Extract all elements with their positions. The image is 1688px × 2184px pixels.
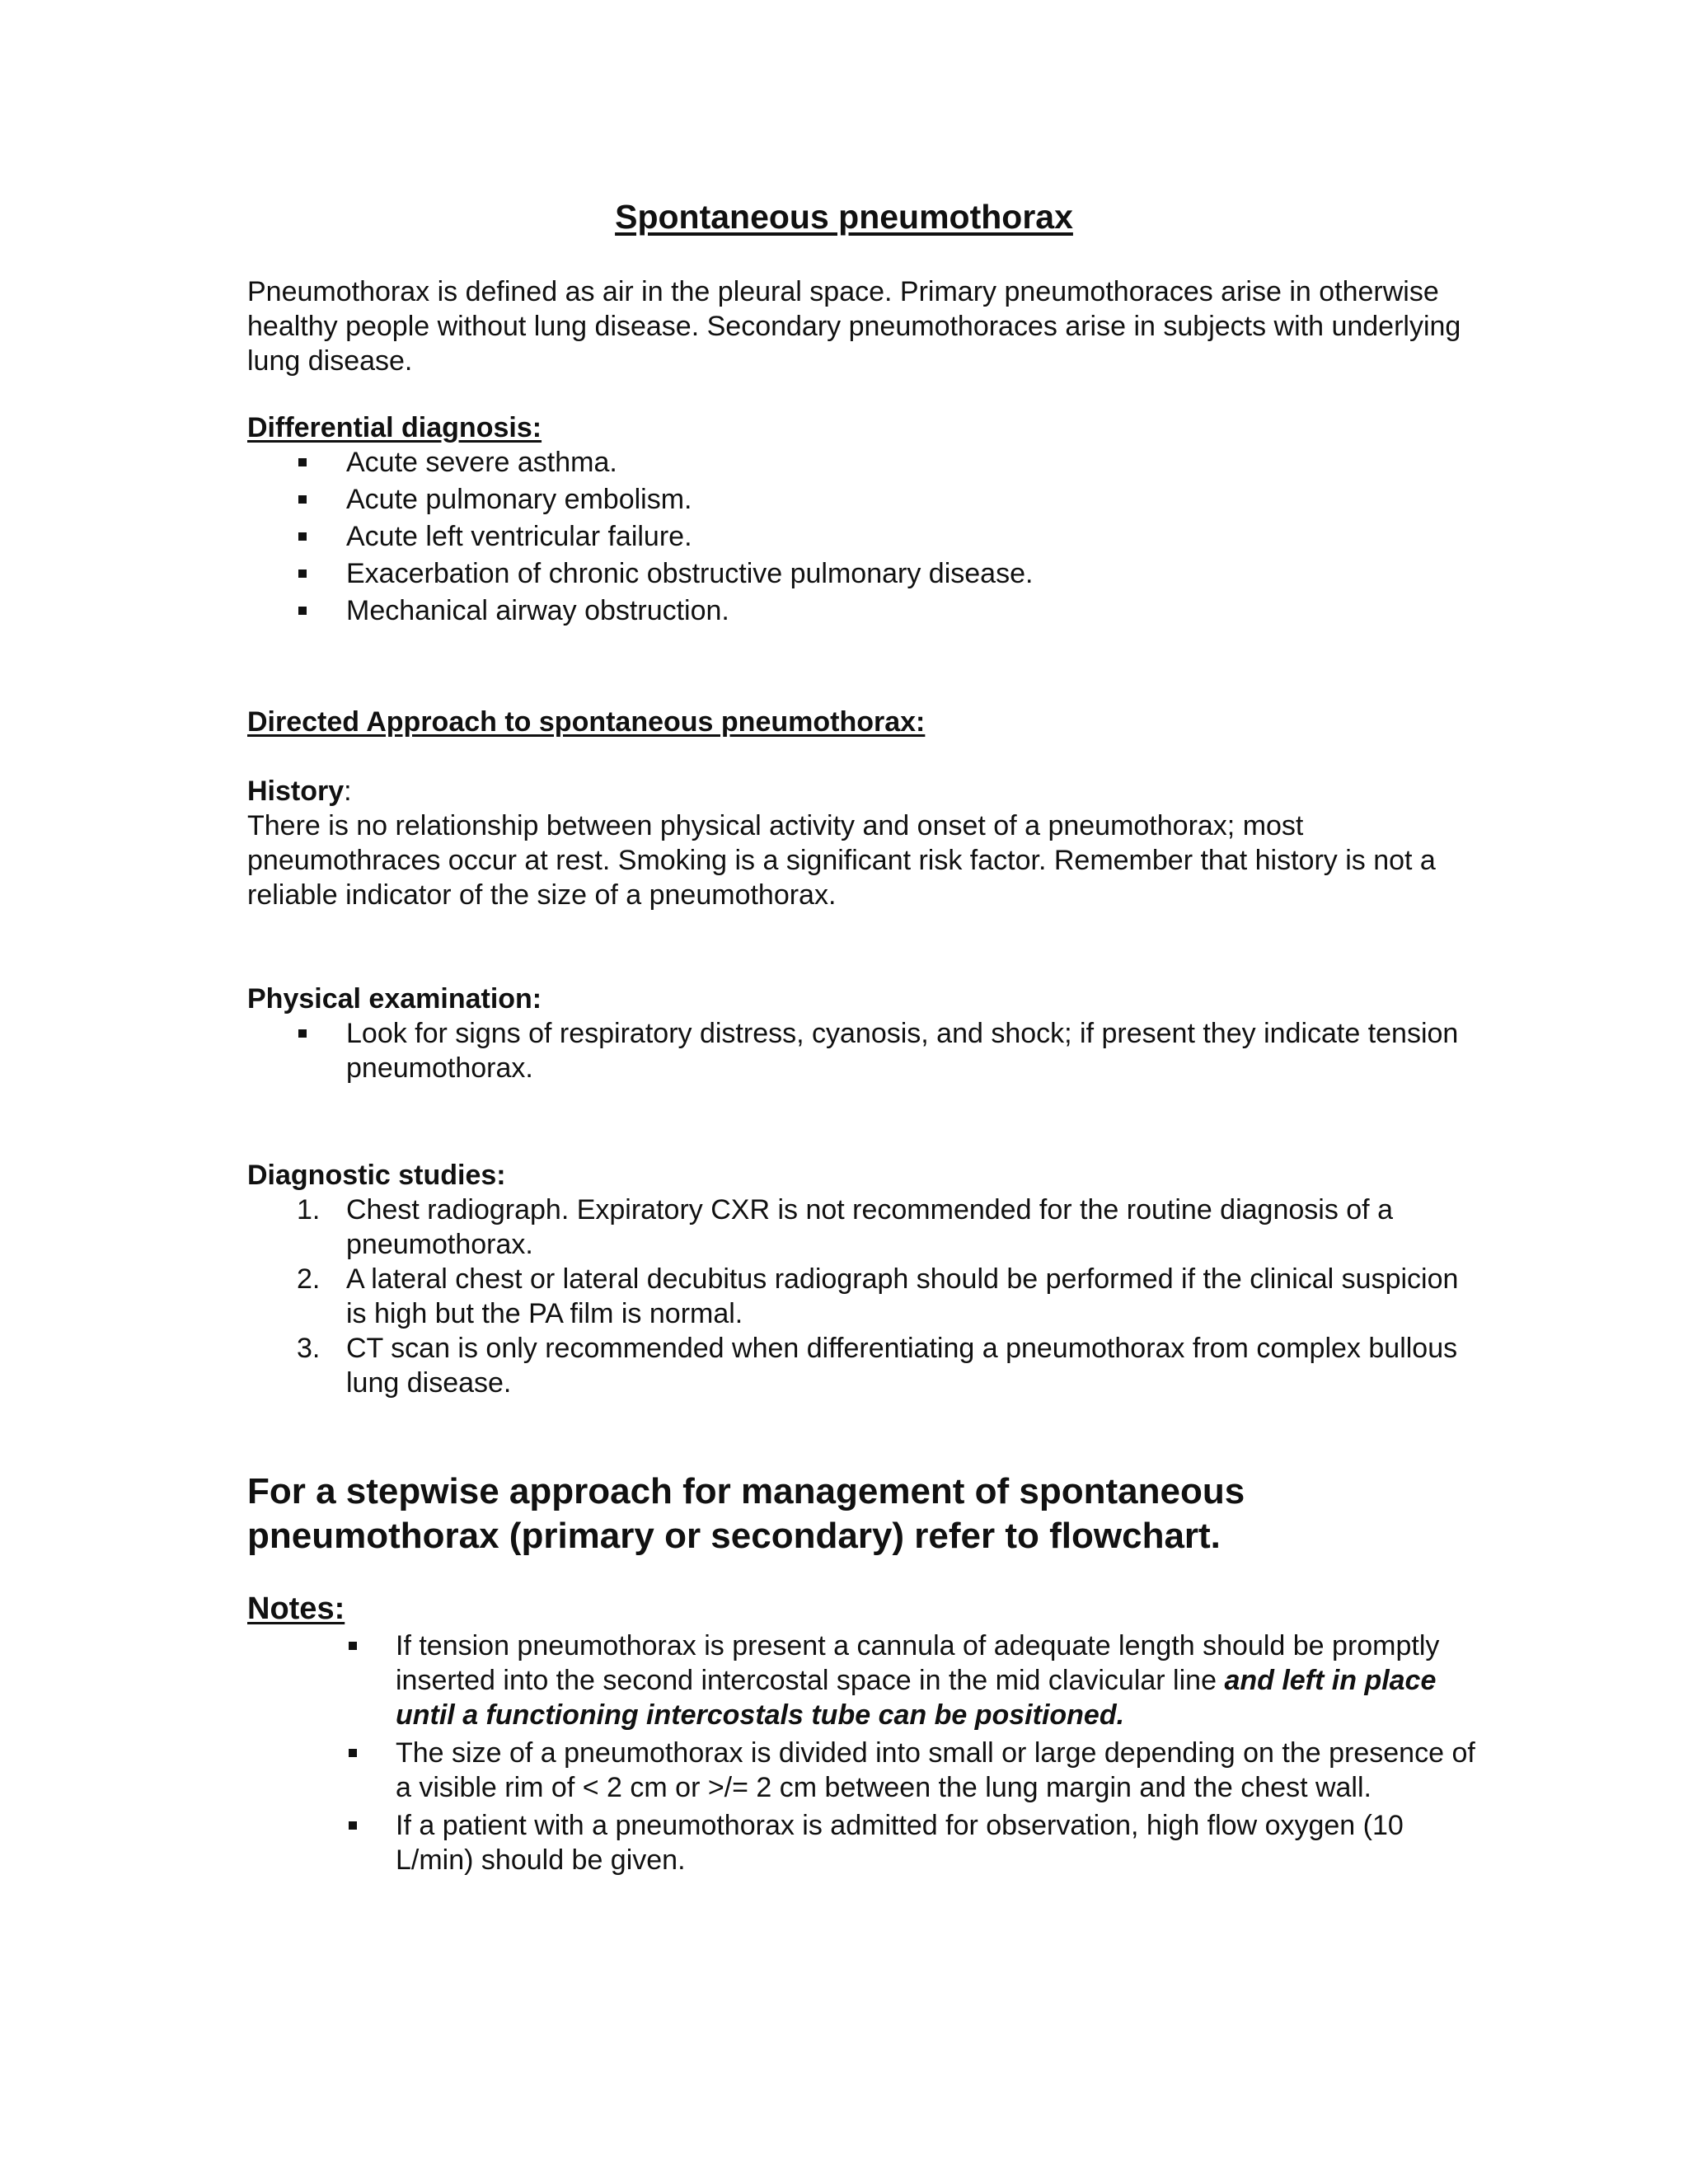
physical-heading: Physical examination: xyxy=(247,983,542,1015)
square-bullet-icon xyxy=(298,569,307,578)
differential-list xyxy=(247,445,1467,628)
list-item: Acute severe asthma. xyxy=(247,445,1467,480)
notes-heading: Notes: xyxy=(247,1591,345,1626)
list-item: Exacerbation of chronic obstructive pulmonary disease. xyxy=(247,556,1467,591)
history-paragraph: There is no relationship between physical activity and onset of a pneumothorax; most pneumothraces occur at rest. Smoking is a significant risk factor. Remember that history is not a reliable indicator of the size of a pneumothorax. xyxy=(247,810,1436,911)
notes-section xyxy=(247,1589,1475,1881)
list-number: 3. xyxy=(297,1333,321,1364)
physical-list xyxy=(247,1016,1467,1085)
list-item: If tension pneumothorax is present a cannula of adequate length should be promptly inserted into the second intercostal space in the mid clavicular line and left in place until a functioning intercostals tube can be positioned. xyxy=(247,1629,1475,1732)
list-item: 2. A lateral chest or lateral decubitus radiograph should be performed if the clinical suspicion is high but the PA film is normal. xyxy=(297,1263,1459,1329)
stepwise-statement: For a stepwise approach for management of spontaneous pneumothorax (primary or secondary) refer to flowchart. xyxy=(247,1471,1245,1556)
square-bullet-icon xyxy=(349,1821,357,1830)
square-bullet-icon xyxy=(298,532,307,541)
page-title: Spontaneous pneumothorax xyxy=(615,198,1073,236)
square-bullet-icon xyxy=(298,607,307,615)
list-item: Acute left ventricular failure. xyxy=(247,519,1467,554)
list-number: 1. xyxy=(297,1194,321,1226)
list-item: 3. CT scan is only recommended when differentiating a pneumothorax from complex bullous lung disease. xyxy=(297,1333,1458,1399)
square-bullet-icon xyxy=(349,1642,357,1650)
list-item: The size of a pneumothorax is divided into small or large depending on the presence of a visible rim of < 2 cm or >/= 2 cm between the lung margin and the chest wall. xyxy=(247,1736,1475,1805)
history-section xyxy=(247,774,1467,912)
square-bullet-icon xyxy=(349,1749,357,1757)
differential-heading: Differential diagnosis: xyxy=(247,412,542,443)
square-bullet-icon xyxy=(298,1029,307,1038)
diagnostic-list xyxy=(247,1193,1467,1400)
intro-paragraph: Pneumothorax is defined as air in the pleural space. Primary pneumothoraces arise in otherwise healthy people without lung disease. Secondary pneumothoraces arise in subjects with underlying lung disease. xyxy=(247,276,1461,377)
notes-list xyxy=(247,1629,1475,1877)
list-number: 2. xyxy=(297,1263,321,1295)
approach-heading: Directed Approach to spontaneous pneumothorax: xyxy=(247,706,926,738)
list-item: 1. Chest radiograph. Expiratory CXR is not recommended for the routine diagnosis of a pneumothorax. xyxy=(297,1194,1393,1260)
list-item: Acute pulmonary embolism. xyxy=(247,482,1467,517)
list-item: If a patient with a pneumothorax is admitted for observation, high flow oxygen (10 L/min) should be given. xyxy=(247,1808,1475,1877)
history-colon: : xyxy=(344,776,352,807)
diagnostic-heading: Diagnostic studies: xyxy=(247,1160,506,1191)
emphasis-text: and left in place until a functioning intercostals tube can be positioned. xyxy=(396,1665,1437,1731)
square-bullet-icon xyxy=(298,458,307,466)
list-item: Look for signs of respiratory distress, cyanosis, and shock; if present they indicate tension pneumothorax. xyxy=(247,1016,1467,1085)
list-item: Mechanical airway obstruction. xyxy=(247,593,1467,628)
differential-section xyxy=(247,410,1467,630)
physical-section xyxy=(247,982,1467,1085)
history-heading: History xyxy=(247,776,345,807)
diagnostic-section xyxy=(247,1158,1467,1400)
square-bullet-icon xyxy=(298,495,307,504)
